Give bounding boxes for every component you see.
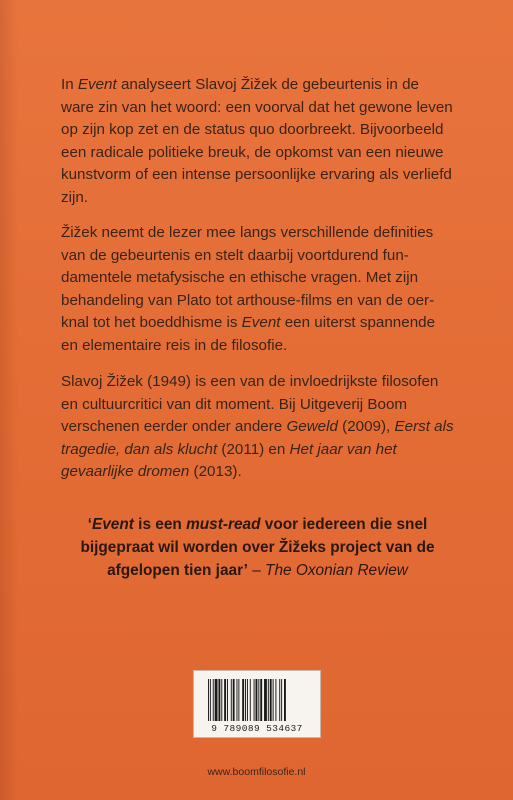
text-span: analyseert Slavoj Žižek de gebeurtenis in de ware zin van het woord: een voorval dat het gewone leven op zijn kop zet en de status quo doorbreekt. Bijvoorbeeld een radicale politieke breuk, de opkomst van een nieuwe kunstvorm of een intense persoonlijke ervaring als verliefd zijn. <box>61 76 453 206</box>
barcode-bar <box>210 679 211 721</box>
barcode-bar <box>279 679 280 721</box>
barcode-bar <box>227 679 228 721</box>
barcode-bar <box>258 679 259 721</box>
text-span: (2009), <box>337 418 395 436</box>
barcode-bar <box>273 679 274 721</box>
text-span: Slavoj Žižek (1949) is een van de invloedrijkste filosofen en cultuurcritici van dit moment. Bij Uitgeverij Boom verschenen eerder onder andere <box>61 373 439 436</box>
text-span: (2013). <box>189 463 242 481</box>
quote-mark: ‘ <box>87 516 92 533</box>
barcode-bar <box>281 679 282 721</box>
book-title-italic: Event <box>241 314 281 332</box>
text-span: voor iedereen die snel bijgepraat wil worden over Žižeks project van de afgelopen tien jaar’ <box>80 516 435 579</box>
quote-dash: – <box>247 562 266 579</box>
barcode-bar <box>245 679 246 721</box>
barcode-bars <box>206 679 310 723</box>
barcode-bar <box>233 679 235 721</box>
definitions-paragraph <box>61 222 456 358</box>
barcode-bar <box>221 679 222 721</box>
book-title-italic: Geweld <box>286 418 338 436</box>
review-quote <box>50 513 465 582</box>
isbn-digits: 9 789089 534637 <box>211 723 303 734</box>
barcode-bar <box>250 679 251 721</box>
author-bio-paragraph <box>61 371 456 484</box>
barcode-bar <box>260 679 262 721</box>
barcode-bar <box>218 679 220 721</box>
barcode-bar <box>270 679 272 721</box>
barcode-bar <box>284 679 286 721</box>
barcode-bar <box>224 679 226 721</box>
barcode-bar <box>256 679 258 721</box>
barcode-bar <box>215 679 218 721</box>
publisher-website: www.boomfilosofie.nl <box>207 766 306 778</box>
barcode-bar <box>237 679 238 721</box>
spine-shadow <box>0 0 18 800</box>
barcode-bar <box>268 679 269 721</box>
description-paragraph <box>61 74 456 210</box>
emphasis-italic: must-read <box>186 516 261 533</box>
text-span: In <box>61 76 78 93</box>
barcode-bar <box>238 679 239 721</box>
book-title-italic: Event <box>77 76 117 93</box>
book-title-italic: Het jaar van het gevaarlijke dromen <box>61 440 397 481</box>
barcode-bar <box>275 679 276 721</box>
barcode-bar <box>254 679 255 721</box>
barcode-bar <box>264 679 267 721</box>
text-span: een uiterst spannende en elementaire reis in de filosofie. <box>61 314 436 354</box>
barcode-bar <box>208 679 209 721</box>
book-title-italic: Event <box>91 516 134 533</box>
text-span: is een <box>133 516 187 533</box>
barcode-bar <box>213 679 214 721</box>
book-title-italic: Eerst als tragedie, dan als klucht <box>61 418 454 458</box>
barcode-bar <box>247 679 248 721</box>
barcode-bar <box>242 679 244 721</box>
text-span: Žižek neemt de lezer mee langs verschillende definities van de gebeurtenis en stelt daarbij voortdurend fundamentele metafysische en ethische vragen. Met zijn behandeling van Plato tot arthouse-films en van de oerknal tot het boeddhisme is <box>61 224 435 332</box>
barcode <box>193 670 321 738</box>
text-span: (2011) en <box>217 440 290 458</box>
quote-source: The Oxonian Review <box>265 562 408 579</box>
barcode-bar <box>231 679 232 721</box>
